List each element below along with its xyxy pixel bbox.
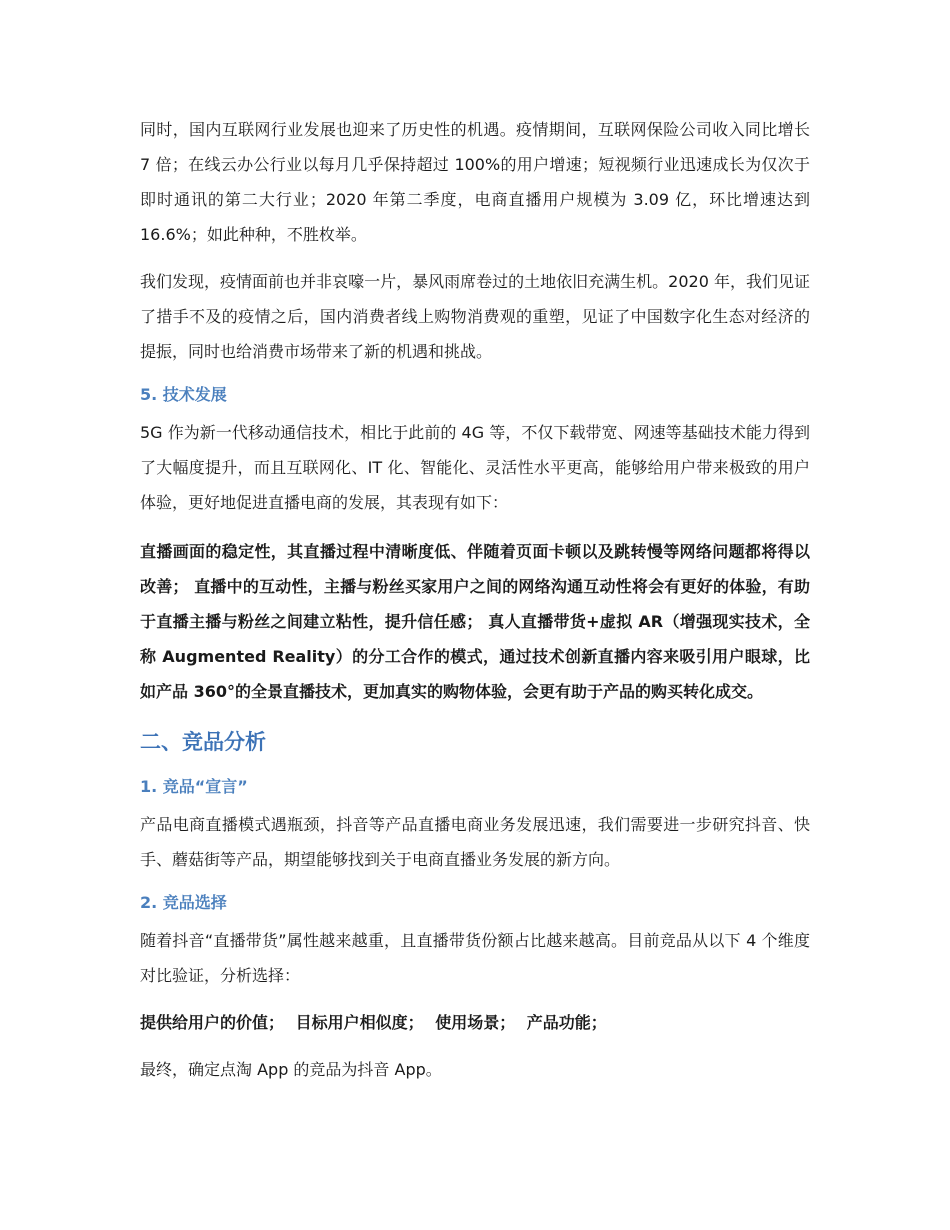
dimension-list xyxy=(140,1005,810,1040)
paragraph-5g-benefits: 直播画面的稳定性，其直播过程中清晰度低、伴随着页面卡顿以及跳转慢等网络问题都将得以改善； 直播中的互动性，主播与粉丝买家用户之间的网络沟通互动性将会有更好的体验，有助于直播主播与粉丝之间建立粘性，提升信任感； 真人直播带货+虚拟 AR（增强现实技术，全称 Augmented Reality）的分工合作的模式，通过技术创新直播内容来吸引用户眼球，比如产品 360°的全景直播技术，更加真实的购物体验，会更有助于产品的购买转化成交。 xyxy=(140,542,810,701)
paragraph-pandemic-observation: 我们发现，疫情面前也并非哀嚎一片，暴风雨席卷过的土地依旧充满生机。2020 年，我们见证了措手不及的疫情之后，国内消费者线上购物消费观的重塑，见证了中国数字化生态对经济的提振，同时也给消费市场带来了新的机遇和挑战。 xyxy=(140,272,810,361)
dimension-item: 使用场景； xyxy=(435,1013,516,1032)
paragraph-5g-intro: 5G 作为新一代移动通信技术，相比于此前的 4G 等，不仅下载带宽、网速等基础技术能力得到了大幅度提升，而且互联网化、IT 化、智能化、灵活性水平更高，能够给用户带来极致的用户体验，更好地促进直播电商的发展，其表现有如下： xyxy=(140,423,810,512)
heading-competitor-declaration: 1. 竞品“宣言” xyxy=(140,777,248,796)
heading-competitor-selection: 2. 竞品选择 xyxy=(140,893,227,912)
paragraph-declaration: 产品电商直播模式遇瓶颈，抖音等产品直播电商业务发展迅速，我们需要进一步研究抖音、快手、蘑菇街等产品，期望能够找到关于电商直播业务发展的新方向。 xyxy=(140,815,810,869)
dimension-item: 提供给用户的价值； xyxy=(140,1013,285,1032)
document-page xyxy=(140,112,810,1087)
dimension-item: 目标用户相似度； xyxy=(295,1013,424,1032)
heading-tech-development: 5. 技术发展 xyxy=(140,385,227,404)
paragraph-internet-opportunity: 同时，国内互联网行业发展也迎来了历史性的机遇。疫情期间，互联网保险公司收入同比增长 7 倍；在线云办公行业以每月几乎保持超过 100%的用户增速；短视频行业迅速成长为仅次于即时通讯的第二大行业；2020 年第二季度，电商直播用户规模为 3.09 亿，环比增速达到 16.6%；如此种种，不胜枚举。 xyxy=(140,120,810,244)
dimension-item: 产品功能； xyxy=(526,1013,607,1032)
heading-competitor-analysis: 二、竞品分析 xyxy=(140,730,266,754)
paragraph-selection: 随着抖音“直播带货”属性越来越重，且直播带货份额占比越来越高。目前竞品从以下 4 个维度对比验证，分析选择： xyxy=(140,931,810,985)
paragraph-conclusion: 最终，确定点淘 App 的竞品为抖音 App。 xyxy=(140,1060,442,1079)
